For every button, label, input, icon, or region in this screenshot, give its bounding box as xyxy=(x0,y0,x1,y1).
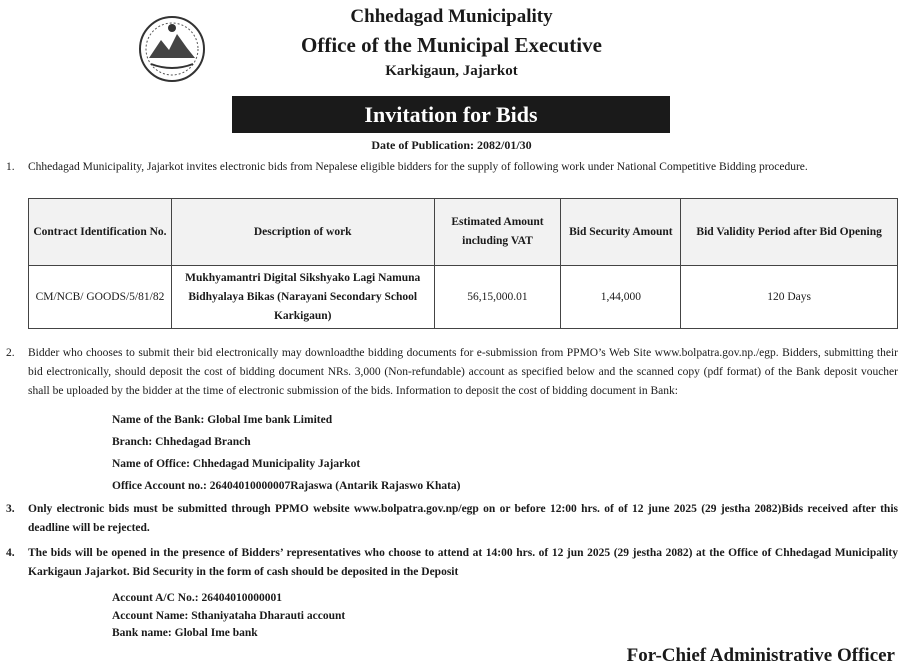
table-row xyxy=(29,266,898,329)
paragraph-2 xyxy=(6,344,898,401)
header-contract-id: Contract Identification No. xyxy=(29,199,172,266)
header-estimated-amount: Estimated Amount including VAT xyxy=(434,199,561,266)
deposit-bank-name: Bank name: Global Ime bank xyxy=(112,627,258,639)
paragraph-number: 1. xyxy=(6,161,15,173)
paragraph-text: Chhedagad Municipality, Jajarkot invites electronic bids from Nepalese eligible bidders for the supply of following work under National Competitive Bidding procedure. xyxy=(28,161,808,173)
office-address: Karkigaun, Jajarkot xyxy=(385,63,518,79)
cell-estimated-amount: 56,15,000.01 xyxy=(434,266,561,329)
paragraph-number: 2. xyxy=(6,347,15,359)
paragraph-text: Only electronic bids must be submitted through PPMO website www.bolpatra.gov.np/egp on or before 12:00 hrs. of of 12 june 2025 (29 jestha 2082)Bids received after this deadline will be rejected. xyxy=(28,503,898,534)
table-header-row xyxy=(29,199,898,266)
paragraph-3 xyxy=(6,500,898,538)
deposit-account-number: Account A/C No.: 26404010000001 xyxy=(112,592,282,604)
office-name: Office of the Municipal Executive xyxy=(301,33,602,57)
office-account: Office Account no.: 26404010000007Rajaswa (Antarik Rajaswo Khata) xyxy=(112,480,461,492)
cell-description: Mukhyamantri Digital Sikshyako Lagi Namuna Bidhyalaya Bikas (Narayani Secondary School Karkigaun) xyxy=(171,266,434,329)
paragraph-text: The bids will be opened in the presence of Bidders’ representatives who choose to attend at 14:00 hrs. of 12 jun 2025 (29 jestha 2082) at the Office of Chhedagad Municipality Karkigaun Jajarkot. Bid Security in the form of cash should be deposited in the Deposit xyxy=(28,547,898,578)
publication-date: Date of Publication: 2082/01/30 xyxy=(371,138,532,152)
header-description: Description of work xyxy=(171,199,434,266)
paragraph-number: 4. xyxy=(6,547,15,559)
office-name-line: Name of Office: Chhedagad Municipality Jajarkot xyxy=(112,458,361,470)
paragraph-number: 3. xyxy=(6,503,15,515)
notice-title: Invitation for Bids xyxy=(232,96,670,133)
cell-validity: 120 Days xyxy=(681,266,898,329)
deposit-account-name: Account Name: Sthaniyataha Dharauti account xyxy=(112,610,346,622)
bid-table xyxy=(28,198,898,329)
paragraph-4 xyxy=(6,544,898,582)
paragraph-1 xyxy=(6,158,898,177)
signature: For-Chief Administrative Officer xyxy=(626,645,895,666)
cell-bid-security: 1,44,000 xyxy=(561,266,681,329)
letterhead xyxy=(0,4,903,82)
bank-branch: Branch: Chhedagad Branch xyxy=(112,436,251,448)
municipality-name: Chhedagad Municipality xyxy=(350,6,553,27)
paragraph-text: Bidder who chooses to submit their bid electronically may downloadthe bidding documents for e-submission from PPMO’s Web Site www.bolpatra.gov.np./egp. Bidders, submitting their bid electronically, should deposit the cost of bidding document NRs. 3,000 (Non-refundable) account as specified below and the scanned copy (pdf format) of the Bank deposit voucher shall be uploaded by the bidder at the time of electronic submission of the bids. Information to deposit the cost of bidding document in Bank: xyxy=(28,347,898,397)
header-validity: Bid Validity Period after Bid Opening xyxy=(681,199,898,266)
cell-contract-id: CM/NCB/ GOODS/5/81/82 xyxy=(29,266,172,329)
header-bid-security: Bid Security Amount xyxy=(561,199,681,266)
bank-name: Name of the Bank: Global Ime bank Limited xyxy=(112,414,333,426)
